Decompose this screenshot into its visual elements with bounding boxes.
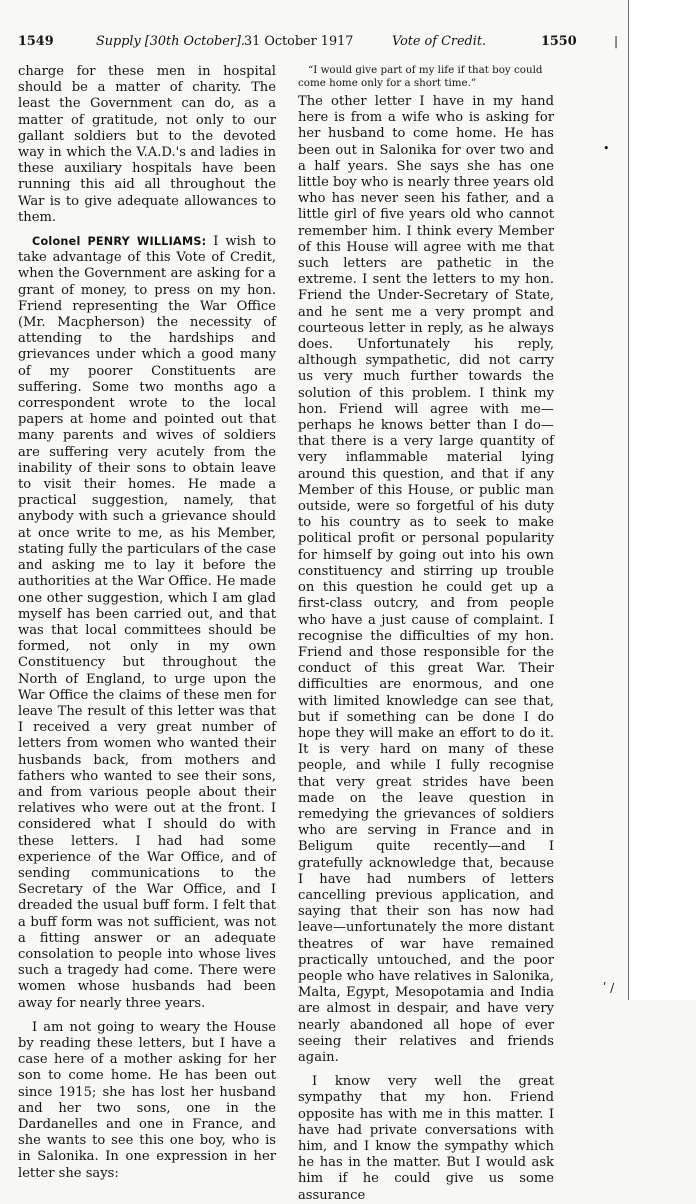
margin-mark-bottom: ʹ / (603, 981, 615, 995)
margin-dot: • (603, 142, 610, 155)
speaker-name: Colonel PENRY WILLIAMS: (32, 235, 207, 249)
page-number-right: 1550 (541, 34, 577, 49)
page-margin-strip (629, 0, 696, 1000)
left-column (18, 64, 276, 1182)
page-number-left: 1549 (18, 34, 54, 49)
right-column (298, 64, 554, 1204)
right-paragraph-1: The other letter I have in my hand here is from a wife who is asking for her husband to come home. He has been out in Salonika for over two and a half years. She says she has one little boy who is nearly three years old who has never seen his father, and a little girl of five years old who cannot remember him. I think every Member of this House will agree with me that such letters are pathetic in the extreme. I sent the letters to my hon. Friend the Under-Secretary of State, and he sent me a very prompt and courteous letter in reply, as he always does. Unfortunately his reply, although sympathetic, did not carry us very much further towards the solution of this problem. I think my hon. Friend will agree with me—perhaps he knows better than I do—that there is a very large quantity of very inflammable material lying around this question, and that if any Member of this House, or public man outside, were so forgetful of his duty to his country as to seek to make political profit or personal popularity for himself by going out into his own constituency and stirring up trouble on this question he could get up a first-class outcry, and from people who have a just cause of complaint. I recognise the difficulties of my hon. Friend and those responsible for the conduct of this great War. Their difficulties are enormous, and one with limited knowledge can see that, but if something can be done I do hope they will make an effort to do it. It is very hard on many of these people, and while I fully recognise that very great strides have been made on the leave question in remedying the grievances of soldiers who are serving in France and in Beligum quite recently—and I gratefully acknowledge that, because I have had numbers of letters cancelling previous application, and saying that their son has now had leave—unfortunately the more distant theatres of war have remained practically untouched, and the poor people who have relatives in Salonika, Malta, Egypt, Mesopotamia and India are almost in despair, and have very nearly abandoned all hope of ever seeing their relatives and friends again. (298, 94, 554, 1065)
speech-text: I wish to take advantage of this Vote of Credit, when the Government are asking for a grant of money, to press on my hon. Friend representing the War Office (Mr. Macpherson) the necessity of attending to the hardships and grievances under which a good many of my poorer Constituents are suffering. Some two months ago a correspondent wrote to the local papers at home and pointed out that many parents and wives of soldiers are suffering very acutely from the inability of their sons to obtain leave to visit their homes. He made a practical suggestion, namely, that anybody with such a grievance should at once write to me, as his Member, stating fully the particulars of the case and asking me to lay it before the authorities at the War Office. He made one other suggestion, which I am glad myself has been carried out, and that was that local committees should be formed, not only in my own Constituency but throughout the North of England, to urge upon the War Office the claims of these men for leave The result of this letter was that I received a very great number of letters from women who wanted their husbands back, from mothers and fathers who wanted to see their sons, and from various people about their relatives who were out at the front. I considered what I should do with these letters. I had had some experience of the War Office, and of sending communications to the Secretary of the War Office, and I dreaded the usual buff form. I felt that a buff form was not sufficient, was not a fitting answer or an adequate consolation to people into whose lives such a tragedy had come. There were women whose husbands had been away for nearly three years. (18, 234, 276, 1011)
speech-paragraph (18, 234, 276, 1012)
header-title-right: Vote of Credit. (392, 34, 487, 49)
header-title-left: Supply [30th October]. (96, 34, 245, 49)
speech-paragraph-2: I am not going to weary the House by reading these letters, but I have a case here of a mother asking for her son to come home. He has been out since 1915; she has lost her husband and her two sons, one in the Dardanelles and one in France, and she wants to see this one boy, who is in Salonika. In one expression in her letter she says: (18, 1019, 276, 1181)
page-edge-line (628, 0, 629, 1000)
header-date: 31 October 1917 (244, 34, 354, 49)
page-header (14, 34, 577, 54)
quoted-letter: “I would give part of my life if that boy could come home only for a short time.” (298, 64, 543, 89)
continued-paragraph: charge for these men in hospital should be a matter of charity. The least the Government can do, as a matter of gratitude, not only to our gallant soldiers but to the devoted way in which the V.A.D.'s and ladies in these auxiliary hospitals have been running this aid all throughout the War is to give adequate allowances to them. (18, 64, 276, 225)
margin-mark-top: | (614, 34, 619, 48)
right-paragraph-2: I know very well the great sympathy that my hon. Friend opposite has with me in this matter. I have had private conversations with him, and I know the sympathy which he has in the matter. But I would ask him if he could give us some assurance (298, 1074, 554, 1203)
